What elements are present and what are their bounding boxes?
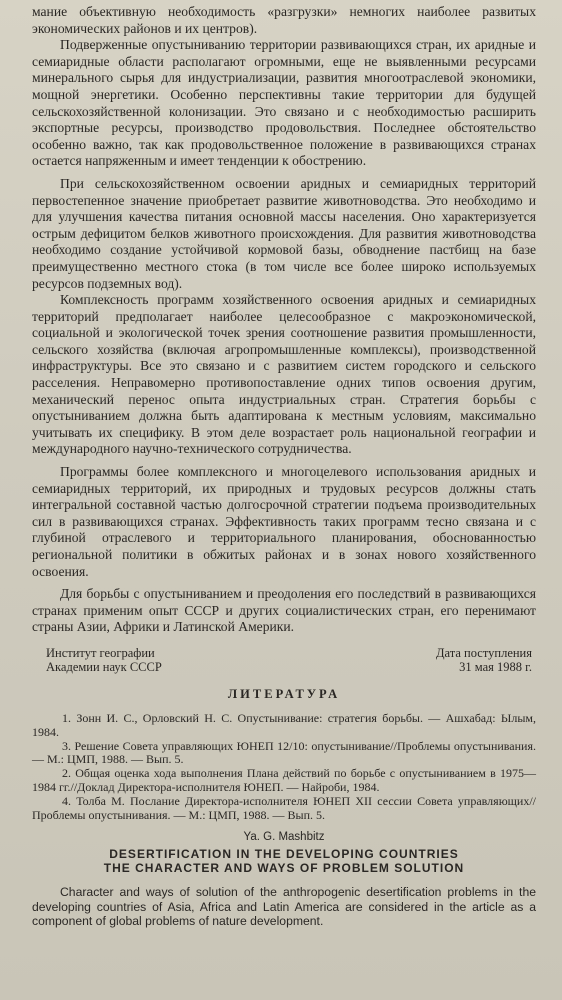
reference-item: 3. Решение Совета управляющих ЮНЕП 12/10: опустынивание//Проблемы опустынивания. — М.: ЦМП, 1988. — Вып. 5. <box>32 738 536 767</box>
received-value: 31 мая 1988 г. <box>459 660 532 675</box>
english-title <box>32 847 536 875</box>
paragraph-continuation: мание объективную необходимость «разгрузки» немногих наиболее развитых экономических районов и их центров). <box>32 4 536 36</box>
reference-item: 1. Зонн И. С., Орловский Н. С. Опустынивание: стратегия борьбы. — Ашхабад: Ылым, 1984. <box>32 710 536 739</box>
english-title-line: DESERTIFICATION IN THE DEVELOPING COUNTRIES <box>109 847 459 862</box>
received-label: Дата поступления <box>436 645 532 660</box>
paragraph-programs: Программы более комплексного и многоцелевого использования аридных и семиаридных территорий, их природных и трудовых ресурсов должны стать интегральной составной частью долгосрочной стратегии подъема производительных сил в развивающихся странах. Эффективность таких программ тесно связана и с глубиной отраслевого и территориального планирования, обоснованностью региональной политики в обжитых районах и в зонах нового хозяйственного освоения. <box>32 464 536 579</box>
reference-item: 4. Толба М. Послание Директора-исполнителя ЮНЕП XII сессии Совета управляющих//Проблемы опустынивания. — М.: ЦМП, 1988. — Вып. 5. <box>32 793 536 822</box>
affiliation-line: Академии наук СССР <box>46 660 162 675</box>
literature-heading: ЛИТЕРАТУРА <box>227 686 341 701</box>
article-body <box>32 4 536 636</box>
reference-list <box>32 712 536 822</box>
english-abstract: Character and ways of solution of the anthropogenic desertification problems in the developing countries of Asia, Africa and Latin America are considered in the article as a component of global problems of nature development. <box>32 885 536 929</box>
english-author: Ya. G. Mashbitz <box>243 831 325 844</box>
paragraph-resources: Подверженные опустыниванию территории развивающихся стран, их аридные и семиаридные области располагают огромными, еще не выявленными ресурсами минерального сырья для индустриализации, развития многоотраслевой экономики, мощной энергетики. Особенно перспективны такие территории для будущей сельскохозяйственной колонизации. Это связано и с необходимостью расширить экспортные ресурсы, производство продовольствия. Последнее обстоятельство особенно важно, так как продовольственное положение в развивающихся странах остается напряженным и имеет тенденции к обострению. <box>32 37 536 169</box>
reference-item: 2. Общая оценка хода выполнения Плана действий по борьбе с опустыниванием в 1975—1984 гг.//Доклад Директора-исполнителя ЮНЕП. — Найроби, 1984. <box>32 766 536 794</box>
received-date <box>436 646 532 675</box>
affiliation <box>46 646 162 675</box>
paragraph-complexity: Комплексность программ хозяйственного освоения аридных и семиаридных территорий предполагает наиболее целесообразное с макроэкономической, социальной и экологической точек зрения соотношение развития промышленности, сельского хозяйства (включая агропромышленные комплексы), производственной инфраструктуры. Все это связано и с развитием систем городского и сельского расселения. Неправомерно противопоставление одних типов освоения другим, механический перенос опыта индустриальных стран. Стратегия борьбы с опустыниванием должна быть адаптирована к местным условиям, максимально учитывать их специфику. В этом деле возрастает роль национальной географии и международного научно-технического сотрудничества. <box>32 292 536 457</box>
affiliation-line: Институт географии <box>46 645 155 660</box>
article-footer <box>32 646 536 675</box>
paragraph-ussr-experience: Для борьбы с опустыниванием и преодоления его последствий в развивающихся странах применим опыт СССР и других социалистических стран, его перенимают страны Азии, Африки и Латинской Америки. <box>32 586 536 635</box>
english-title-line: THE CHARACTER AND WAYS OF PROBLEM SOLUTION <box>103 861 465 876</box>
paragraph-livestock: При сельскохозяйственном освоении аридных и семиаридных территорий первостепенное значение приобретает развитие животноводства. Это необходимо и для улучшения качества питания основной массы населения. Оно характеризуется острым дефицитом белков животного происхождения. Для развития животноводства необходимо создание устойчивой кормовой базы, обводнение пастбищ на базе преимущественно местного стока (в том числе все более широко используемых ресурсов подземных вод). <box>32 175 536 291</box>
